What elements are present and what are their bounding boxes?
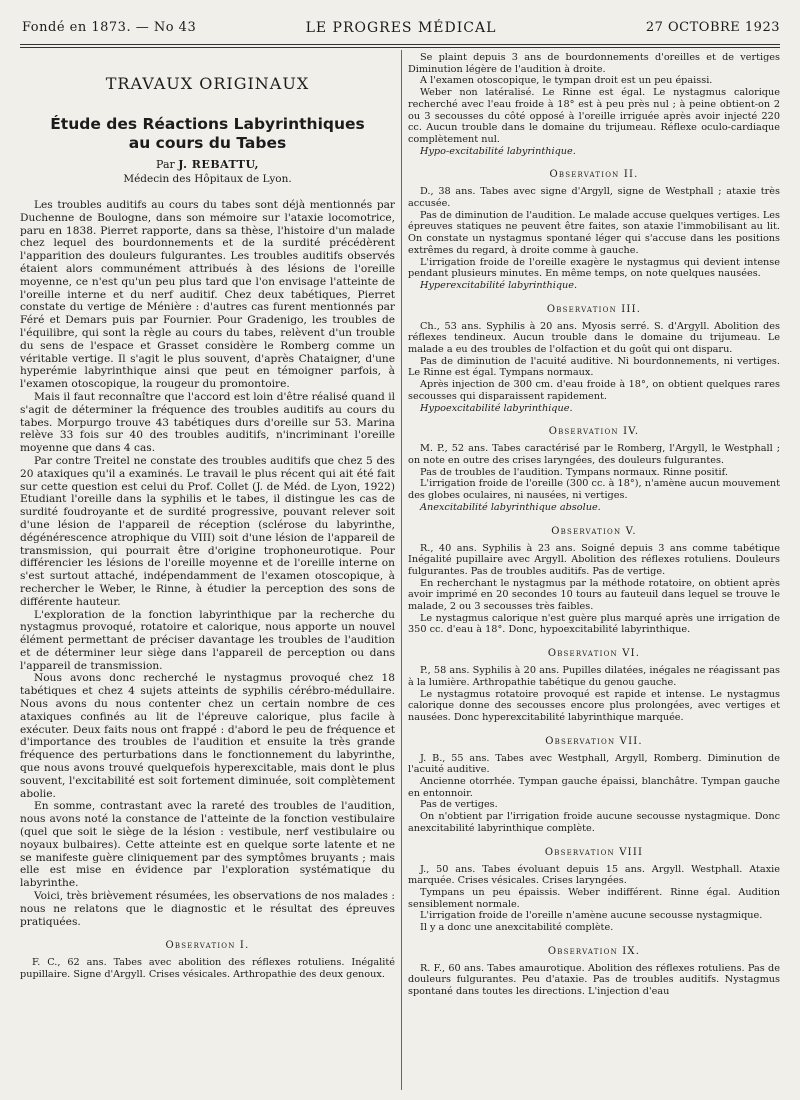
section-title: TRAVAUX ORIGINAUX	[105, 74, 310, 93]
observation-text: Ancienne otorrhée. Tympan gauche épaissi, blanchâtre. Tympan gauche en entonnoir.	[408, 776, 780, 799]
observation-text: En recherchant le nystagmus par la méthode rotatoire, on obtient après avoir imprimé en 20 secondes 10 tours au fauteuil dans lequel se trouve le malade, 2 ou 3 secousses très faibles.	[408, 577, 780, 613]
observation-text: Pas de troubles de l'audition. Tympans normaux. Rinne positif.	[420, 466, 728, 478]
author-affiliation: Médecin des Hôpitaux de Lyon.	[123, 173, 292, 185]
issue-date: 27 OCTOBRE 1923	[645, 20, 780, 35]
body-paragraph: L'exploration de la fonction labyrinthique par la recherche du nystagmus provoqué, rotatoire et calorique, nous apporte un nouvel élément permettant de préciser davantage les troubles de l'audition et de déterminer leur siège dans l'appareil de perception ou dans l'appareil de transmission.	[20, 608, 395, 672]
observation-text: Weber non latéralisé. Le Rinne est égal. Le nystagmus calorique recherché avec l'eau froide à 18° est à peu près nul ; à peine obtient-on 2 ou 3 secousses du côté opposé à l'oreille irriguée après avoir injecté 220 cc. Aucun trouble dans le domaine du trijumeau. Réflexe oculo-cardiaque complètement nul.	[408, 87, 780, 145]
article-title-line1: Étude des Réactions Labyrinthiques	[50, 115, 365, 133]
observation-heading: Observation VII.	[545, 735, 643, 747]
observation-text: Ch., 53 ans. Syphilis à 20 ans. Myosis serré. S. d'Argyll. Abolition des réflexes tendineux. Aucun trouble dans le domaine du trijumeau. Le malade a eu des troubles de l'olfaction et du goût qui ont disparu.	[408, 320, 780, 356]
body-paragraph: Mais il faut reconnaître que l'accord est loin d'être réalisé quand il s'agit de déterminer la fréquence des troubles auditifs au cours du tabes. Morpurgo trouve 43 tabétiques durs d'oreille sur 53. Marina relève 33 fois sur 40 des troubles auditifs, n'incriminant l'oreille moyenne que dans 4 cas.	[20, 390, 395, 455]
body-paragraph: Par contre Treitel ne constate des troubles auditifs que chez 5 des 20 ataxiques qu'il a examinés. Le travail le plus récent qui ait été fait sur cette question est celui du Prof. Collet (J. de Méd. de Lyon, 1922) Etudiant l'oreille dans la syphilis et le tabes, il distingue les cas de surdité foudroyante et de surdité progressive, pouvant relever soit d'une lésion de l'appareil de réception (sclérose du labyrinthe, dégénérescence atrophique du VIII) soit d'une lésion de l'appareil de transmission, qui pourrait être d'origine trophoneurotique. Pour différencier les lésions de l'oreille moyenne et de l'oreille interne on s'est surtout attaché, indépendamment de l'examen otoscopique, à rechercher le Weber, le Rinne, à étudier la perception des sons de différente hauteur.	[20, 454, 395, 608]
observation-text: Se plaint depuis 3 ans de bourdonnements d'oreilles et de vertiges Diminution légère de l'audition à droite.	[408, 52, 780, 75]
body-paragraph: En somme, contrastant avec la rareté des troubles de l'audition, nous avons noté la constance de l'atteinte de la fonction vestibulaire (quel que soit le siège de la lésion : vestibule, nerf vestibulaire ou noyaux bulbaires). Cette atteinte est en quelque sorte latente et ne se manifeste guère cliniquement par des symptômes bruyants ; mais elle est mise en évidence par l'exploration systématique du labyrinthe.	[20, 800, 395, 890]
observation-text: D., 38 ans. Tabes avec signe d'Argyll, signe de Westphall ; ataxie très accusée.	[408, 186, 780, 210]
observation-list	[408, 169, 780, 998]
observation-text: A l'examen otoscopique, le tympan droit est un peu épaissi.	[420, 75, 713, 87]
observation-heading: Observation II.	[549, 169, 639, 181]
observation-text: Pas de vertiges.	[420, 799, 498, 811]
observation-text: Après injection de 300 cm. d'eau froide à 18°, on obtient quelques rares secousses qui disparaissent rapidement.	[408, 379, 780, 402]
header-rule	[20, 44, 780, 45]
journal-title: LE PROGRES MÉDICAL	[305, 20, 497, 36]
left-column	[20, 62, 395, 1097]
observation-text: L'irrigation froide de l'oreille n'amène aucune secousse nystagmique.	[420, 910, 763, 922]
body-paragraph: Voici, très brièvement résumées, les observations de nos malades : nous ne relatons que le diagnostic et le résultat des épreuves pratiquées.	[20, 890, 395, 928]
observation-text: Pas de diminution de l'audition. Le malade accuse quelques vertiges. Les épreuves statiques ne peuvent être faites, son ataxie l'immobilisant au lit. On constate un nystagmus spontané léger qui s'accuse dans les positions extrêmes du regard, à droite comme à gauche.	[408, 209, 780, 256]
author-name: J. REBATTU,	[178, 158, 259, 171]
column-divider	[401, 50, 402, 1090]
founded-issue-label: Fondé en 1873. — No 43	[22, 20, 197, 35]
body-paragraph: Nous avons donc recherché le nystagmus provoqué chez 18 tabétiques et chez 4 sujets atteints de syphilis cérébro-médullaire. Nous avons du nous contenter chez un certain nombre de ces ataxiques confinés au lit de l'épreuve calorique, plus facile à exécuter. Deux faits nous ont frappé : d'abord le peu de fréquence et d'importance des troubles de l'audition et ensuite la très grande fréquence des perturbations dans le fonctionnement du labyrinthe, que nous avons trouvé quelquefois hyperexcitable, mais dont le plus souvent, l'excitabilité est soit fortement diminuée, soit complètement abolie.	[20, 672, 395, 800]
header-rule-double	[20, 47, 780, 48]
observation-text: J., 50 ans. Tabes évoluant depuis 15 ans. Argyll. Westphall. Ataxie marquée. Crises vésicales. Crises laryngées.	[408, 863, 780, 887]
author-prefix: Par	[156, 158, 175, 171]
observation-text: F. C., 62 ans. Tabes avec abolition des réflexes rotuliens. Inégalité pupillaire. Signe d'Argyll. Crises vésicales. Arthropathie des deux genoux.	[20, 957, 395, 981]
observation-text: Le nystagmus rotatoire provoqué est rapide et intense. Le nystagmus calorique donne des secousses encore plus prolongées, avec vertiges et nausées. Donc hyperexcitabilité labyrinthique marquée.	[408, 688, 780, 723]
observation-text: M. P., 52 ans. Tabes caractérisé par le Romberg, l'Argyll, le Westphall ; on note en outre des crises laryngées, des douleurs fulgurantes.	[408, 443, 780, 466]
body-paragraph: Les troubles auditifs au cours du tabes sont déjà mentionnés par Duchenne de Boulogne, dans son mémoire sur l'ataxie locomotrice, paru en 1838. Pierret rapporte, dans sa thèse, l'histoire d'un malade chez lequel des bourdonnements et de la surdité précédèrent l'apparition des douleurs fulgurantes. Les troubles auditifs observés étaient alors communément attribués à des lésions de l'oreille moyenne, ce n'est qu'un peu plus tard que l'on envisage l'atteinte de l'oreille interne et du nerf auditif. Chez deux tabétiques, Pierret constate du vertige de Ménière : d'autres cas furent mentionnés par Féré et Demars puis par Fournier. Pour Gradenigo, les troubles de l'équilibre, qui sont la règle au cours du tabes, relèvent d'un trouble du sens de l'espace et Grasset considère le Romberg comme un véritable vertige. Il s'agit le plus souvent, d'après Chataigner, d'une hyperémie labyrinthique ainsi que peut en témoigner parfois, à l'examen otoscopique, la rougeur du promontoire.	[20, 199, 395, 391]
right-column	[408, 52, 780, 1087]
observation-text: J. B., 55 ans. Tabes avec Westphall, Argyll, Romberg. Diminution de l'acuité auditive.	[408, 752, 780, 776]
observation-text: Pas de diminution de l'acuité auditive. Ni bourdonnements, ni vertiges. Le Rinne est égal. Tympans normaux.	[408, 355, 780, 379]
observation-heading: Observation III.	[546, 303, 642, 315]
observation-heading: Observation VI.	[547, 648, 641, 660]
observation-heading: Observation V.	[551, 525, 637, 537]
observation-heading: Observation VIII	[544, 846, 644, 858]
observation-text: L'irrigation froide de l'oreille exagère le nystagmus qui devient intense pendant plusieurs minutes. En même temps, on note quelques nausées.	[408, 256, 780, 280]
observation-conclusion: Hypo-excitabilité labyrinthique.	[420, 145, 576, 157]
observation-heading: Observation IV.	[548, 426, 640, 438]
observation-text: R. F., 60 ans. Tabes amaurotique. Abolition des réflexes rotuliens. Pas de douleurs fulgurantes. Peu d'ataxie. Pas de troubles auditifs. Nystagmus spontané dans toutes les directions. L'injection d'eau	[408, 962, 780, 998]
observation-text: On n'obtient par l'irrigation froide aucune secousse nystagmique. Donc anexcitabilité labyrinthique complète.	[408, 811, 780, 834]
observation-heading: Observation IX.	[547, 945, 641, 957]
observation-text: P., 58 ans. Syphilis à 20 ans. Pupilles dilatées, inégales ne réagissant pas à la lumière. Arthropathie tabétique du genou gauche.	[408, 665, 780, 688]
observation-conclusion: Hyperexcitabilité labyrinthique.	[420, 279, 578, 291]
observation-heading: Observation I.	[165, 940, 250, 952]
observation-text: L'irrigation froide de l'oreille (300 cc. à 18°), n'amène aucun mouvement des globes oculaires, ni nausées, ni vertiges.	[408, 478, 780, 502]
observation-text: R., 40 ans. Syphilis à 23 ans. Soigné depuis 3 ans comme tabétique Inégalité pupillaire avec Argyll. Abolition des réflexes rotuliens. Douleurs fulgurantes. Pas de troubles auditifs. Pas de vertige.	[408, 542, 780, 577]
observation-text: Le nystagmus calorique n'est guère plus marqué après une irrigation de 350 cc. d'eau à 18°. Donc, hypoexcitabilité labyrinthique.	[408, 612, 780, 636]
page-header	[22, 20, 780, 40]
observation-conclusion: Hypoexcitabilité labyrinthique.	[420, 402, 573, 414]
article-author	[20, 158, 395, 171]
observation-text: Il y a donc une anexcitabilité complète.	[420, 922, 614, 934]
observation-text: Tympans un peu épaissis. Weber indifférent. Rinne égal. Audition sensiblement normale.	[408, 886, 780, 910]
observation-conclusion: Anexcitabilité labyrinthique absolue.	[420, 501, 601, 513]
article-title-line2: au cours du Tabes	[128, 134, 287, 152]
